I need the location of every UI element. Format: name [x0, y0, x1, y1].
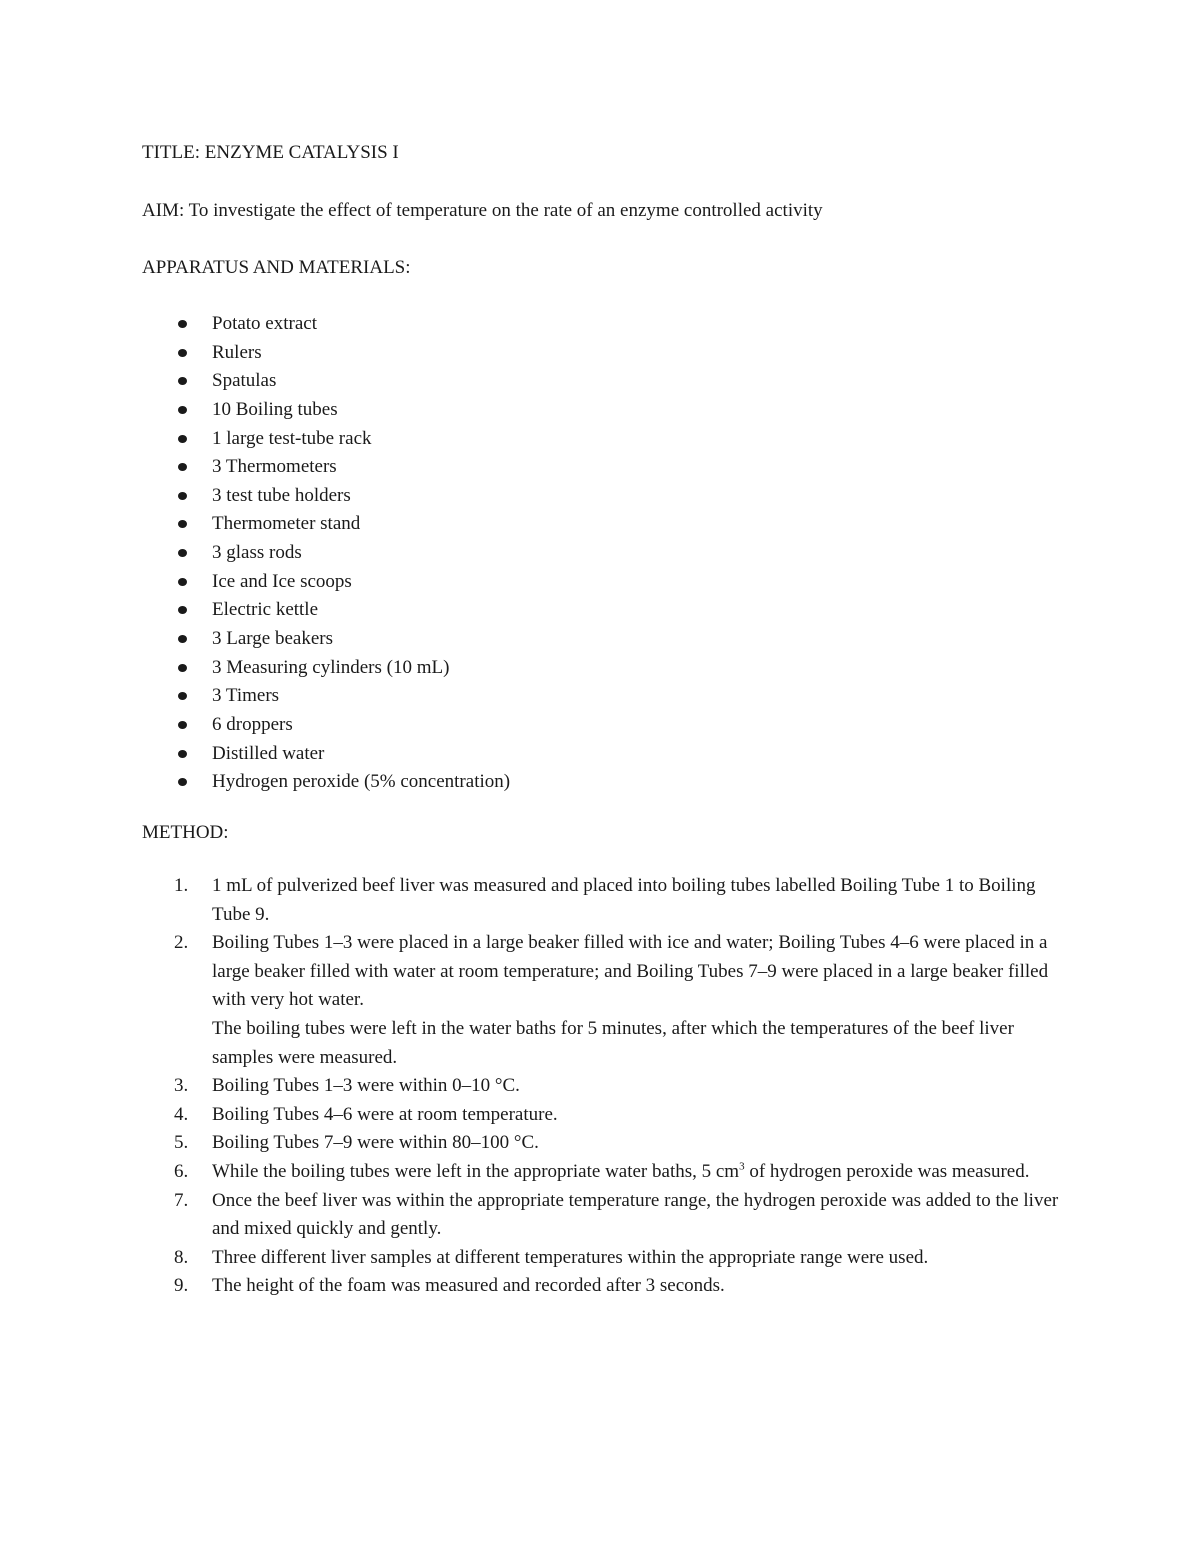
apparatus-item-label: 3 glass rods [212, 542, 302, 564]
apparatus-item [142, 453, 510, 482]
apparatus-heading: APPARATUS AND MATERIALS: [142, 257, 411, 278]
bullet-icon [178, 606, 187, 614]
bullet-icon [178, 520, 187, 528]
method-step-number: 6. [174, 1160, 189, 1182]
method-step-text-part: While the boiling tubes were left in the appropriate water baths, 5 cm [212, 1160, 740, 1182]
bullet-icon [178, 578, 187, 586]
method-step-text: Boiling Tubes 1–3 were within 0–10 °C. [212, 1075, 520, 1097]
apparatus-item-label: Rulers [212, 341, 262, 363]
method-step-number: 3. [174, 1075, 189, 1097]
apparatus-item-label: Potato extract [212, 313, 317, 334]
method-step-text [212, 1158, 1072, 1187]
method-step-number: 9. [174, 1275, 189, 1297]
method-step [142, 1272, 1072, 1301]
method-step [142, 1187, 1072, 1244]
method-step [142, 1244, 1072, 1273]
apparatus-item [142, 539, 510, 568]
apparatus-item [142, 682, 510, 711]
apparatus-item-label: Hydrogen peroxide (5% concentration) [212, 771, 511, 793]
apparatus-item-label: 6 droppers [212, 713, 293, 735]
method-step-number: 8. [174, 1246, 189, 1268]
bullet-icon [178, 778, 187, 786]
apparatus-item-label: 3 test tube holders [212, 484, 351, 506]
method-step [142, 1101, 1072, 1130]
apparatus-item [142, 396, 510, 425]
apparatus-item [142, 740, 510, 769]
method-step-text: Three different liver samples at different temperatures within the appropriate range were used. [212, 1246, 929, 1268]
bullet-icon [178, 549, 187, 557]
apparatus-item-label: Electric kettle [212, 599, 319, 621]
apparatus-item-label: Thermometer stand [212, 513, 361, 535]
aim-statement: AIM: To investigate the effect of temperature on the rate of an enzyme controlled activity [142, 200, 823, 221]
method-step-text: Boiling Tubes 4–6 were at room temperature. [212, 1103, 558, 1125]
document-title: TITLE: ENZYME CATALYSIS I [142, 142, 399, 163]
bullet-icon [178, 721, 187, 729]
apparatus-item-label: Distilled water [212, 742, 325, 764]
apparatus-item [142, 711, 510, 740]
apparatus-item-label: 1 large test-tube rack [212, 427, 372, 449]
apparatus-item [142, 367, 510, 396]
apparatus-item [142, 510, 510, 539]
method-step-number: 2. [174, 932, 189, 954]
method-step-text: Once the beef liver was within the appropriate temperature range, the hydrogen peroxide was added to the liver and mixed quickly and gently. [212, 1189, 1059, 1240]
apparatus-list [142, 310, 510, 797]
method-step-number: 7. [174, 1189, 189, 1211]
bullet-icon [178, 463, 187, 471]
apparatus-item-label: 10 Boiling tubes [212, 398, 338, 420]
method-list [142, 872, 1072, 1301]
method-step [142, 1072, 1072, 1101]
apparatus-item-label: 3 Timers [212, 685, 280, 707]
superscript: 3 [739, 1160, 745, 1173]
apparatus-item-label: 3 Large beakers [212, 628, 333, 650]
method-step-text-part: of hydrogen peroxide was measured. [744, 1160, 1030, 1182]
method-heading: METHOD: [142, 822, 229, 843]
apparatus-item [142, 425, 510, 454]
bullet-icon [178, 750, 187, 758]
apparatus-item [142, 310, 510, 339]
method-step [142, 929, 1072, 1072]
method-step-text: 1 mL of pulverized beef liver was measured and placed into boiling tubes labelled Boiling Tube 1 to Boiling Tube 9. [212, 875, 1036, 925]
apparatus-item [142, 568, 510, 597]
method-step-number: 1. [174, 875, 189, 896]
method-step-number: 4. [174, 1103, 189, 1125]
bullet-icon [178, 377, 187, 385]
apparatus-item [142, 482, 510, 511]
method-step-text: The height of the foam was measured and recorded after 3 seconds. [212, 1275, 725, 1297]
bullet-icon [178, 635, 187, 643]
method-step-text: Boiling Tubes 7–9 were within 80–100 °C. [212, 1132, 539, 1154]
apparatus-item [142, 339, 510, 368]
bullet-icon [178, 664, 187, 672]
bullet-icon [178, 349, 187, 357]
bullet-icon [178, 406, 187, 414]
apparatus-item-label: 3 Thermometers [212, 456, 337, 478]
apparatus-item-label: Spatulas [212, 370, 277, 392]
bullet-icon [178, 320, 187, 328]
method-step-text: Boiling Tubes 1–3 were placed in a large beaker filled with ice and water; Boiling Tubes 4–6 were placed in a large beaker filled with water at room temperature; and Boiling Tubes 7–9 were placed in a large beaker filled with very hot water. [212, 932, 1049, 1011]
method-step [142, 1158, 1072, 1187]
apparatus-item [142, 625, 510, 654]
method-step [142, 1129, 1072, 1158]
apparatus-item [142, 596, 510, 625]
method-step [142, 872, 1072, 929]
bullet-icon [178, 492, 187, 500]
apparatus-item [142, 654, 510, 683]
method-step-number: 5. [174, 1132, 189, 1154]
apparatus-item-label: 3 Measuring cylinders (10 mL) [212, 656, 450, 678]
apparatus-item [142, 768, 510, 797]
bullet-icon [178, 692, 187, 700]
bullet-icon [178, 435, 187, 443]
method-step-text-continued: The boiling tubes were left in the water baths for 5 minutes, after which the temperatures of the beef liver samples were measured. [212, 1017, 1014, 1068]
apparatus-item-label: Ice and Ice scoops [212, 570, 352, 592]
